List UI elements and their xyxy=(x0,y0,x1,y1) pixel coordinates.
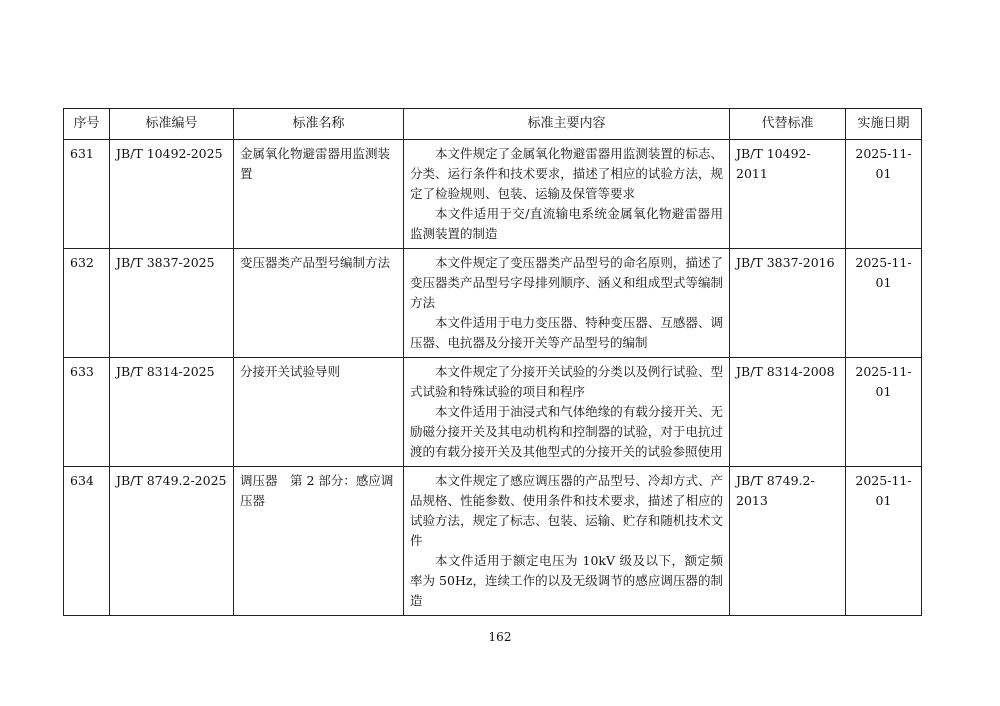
cell-content xyxy=(404,249,730,358)
content-paragraph: 本文件规定了金属氧化物避雷器用监测装置的标志、分类、运行条件和技术要求，描述了相应的试验方法，规定了检验规则、包装、运输及保管等要求 xyxy=(410,146,723,201)
cell-seq: 631 xyxy=(64,140,110,249)
header-replaces: 代替标准 xyxy=(730,109,846,140)
content-paragraph: 本文件规定了感应调压器的产品型号、冷却方式、产品规格、性能参数、使用条件和技术要求，描述了相应的试验方法，规定了标志、包装、运输、贮存和随机技术文件 xyxy=(410,473,723,548)
table-row xyxy=(64,358,922,467)
table-row xyxy=(64,249,922,358)
cell-content xyxy=(404,467,730,616)
cell-replaces: JB/T 8749.2-2013 xyxy=(730,467,846,616)
content-paragraph: 本文件适用于电力变压器、特种变压器、互感器、调压器、电抗器及分接开关等产品型号的编制 xyxy=(410,315,723,350)
content-paragraph: 本文件适用于油浸式和气体绝缘的有载分接开关、无励磁分接开关及其电动机构和控制器的试验，对于电抗过渡的有载分接开关及其他型式的分接开关的试验参照使用 xyxy=(410,404,723,459)
cell-code: JB/T 3837-2025 xyxy=(110,249,234,358)
table-row xyxy=(64,140,922,249)
header-content: 标准主要内容 xyxy=(404,109,730,140)
cell-date: 2025-11-01 xyxy=(846,140,922,249)
cell-name: 调压器 第 2 部分：感应调压器 xyxy=(234,467,404,616)
cell-content xyxy=(404,140,730,249)
cell-code: JB/T 8749.2-2025 xyxy=(110,467,234,616)
cell-code: JB/T 8314-2025 xyxy=(110,358,234,467)
content-paragraph: 本文件规定了变压器类产品型号的命名原则，描述了变压器类产品型号字母排列顺序、涵义和组成型式等编制方法 xyxy=(410,255,723,310)
content-paragraph: 本文件适用于交/直流输电系统金属氧化物避雷器用监测装置的制造 xyxy=(410,206,723,241)
cell-name: 金属氧化物避雷器用监测装置 xyxy=(234,140,404,249)
cell-seq: 633 xyxy=(64,358,110,467)
cell-date: 2025-11-01 xyxy=(846,249,922,358)
table-row xyxy=(64,467,922,616)
cell-replaces: JB/T 8314-2008 xyxy=(730,358,846,467)
content-paragraph: 本文件适用于额定电压为 10kV 级及以下，额定频率为 50Hz，连续工作的以及无级调节的感应调压器的制造 xyxy=(410,553,723,608)
cell-code: JB/T 10492-2025 xyxy=(110,140,234,249)
header-name: 标准名称 xyxy=(234,109,404,140)
standards-table xyxy=(63,108,922,616)
cell-name: 分接开关试验导则 xyxy=(234,358,404,467)
header-code: 标准编号 xyxy=(110,109,234,140)
header-row xyxy=(64,109,922,140)
cell-replaces: JB/T 10492-2011 xyxy=(730,140,846,249)
cell-seq: 634 xyxy=(64,467,110,616)
cell-date: 2025-11-01 xyxy=(846,358,922,467)
cell-content xyxy=(404,358,730,467)
header-date: 实施日期 xyxy=(846,109,922,140)
cell-name: 变压器类产品型号编制方法 xyxy=(234,249,404,358)
cell-replaces: JB/T 3837-2016 xyxy=(730,249,846,358)
header-seq: 序号 xyxy=(64,109,110,140)
content-paragraph: 本文件规定了分接开关试验的分类以及例行试验、型式试验和特殊试验的项目和程序 xyxy=(410,364,723,399)
cell-seq: 632 xyxy=(64,249,110,358)
cell-date: 2025-11-01 xyxy=(846,467,922,616)
page-number: 162 xyxy=(488,630,512,644)
